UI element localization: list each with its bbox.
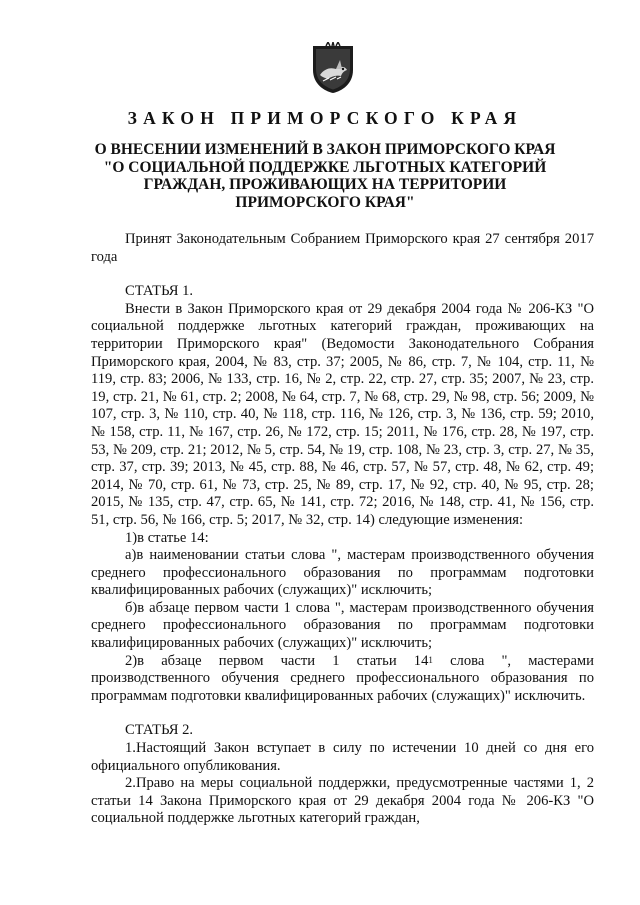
article-1-intro: Внести в Закон Приморского края от 29 декабря 2004 года № 206-КЗ "О социальной поддержке льготных категорий граждан, проживающих на территории Приморского края" (Ведомости Законодательного Собрания Приморского края, 2004, № 83, стр. 37; 2005, № 86, стр. 7, № 104, стр. 11, № 119, стр. 83; 2006, № 133, стр. 16, № 2, стр. 22, стр. 27, стр. 35; 2007, № 23, стр. 19, стр. 21, № 61, стр. 2; 2008, № 64, стр. 7, № 68, стр. 29, № 98, стр. 56; 2009, № 107, стр. 3, № 110, стр. 40, № 118, стр. 116, № 126, стр. 3, № 136, стр. 59; 2010, № 158, стр. 11, № 167, стр. 26, № 172, стр. 15; 2011, № 176, стр. 28, № 197, стр. 53, № 209, стр. 21; 2012, № 5, стр. 54, № 19, стр. 108, № 23, стр. 3, стр. 27, № 35, стр. 37, стр. 39; 2013, № 45, стр. 88, № 46, стр. 57, № 57, стр. 48, № 62, стр. 49; 2014, № 70, стр. 61, № 73, стр. 25, № 89, стр. 17, № 92, стр. 40, № 95, стр. 28; 2015, № 135, стр. 47, стр. 65, № 141, стр. 72; 2016, № 148, стр. 41, № 156, стр. 51, стр. 56, № 166, стр. 5; 2017, № 32, стр. 14) следующие изменения: xyxy=(91,300,594,528)
heading-line: ПРИМОРСКОГО КРАЯ" xyxy=(235,193,415,211)
law-heading xyxy=(60,141,590,211)
primorsky-krai-coat-of-arms-icon xyxy=(310,42,356,94)
item-2-text-after: слова ", мастерами производственного обучения среднего профессионального образования по программам подготовки квалифицированных рабочих (служащих)" исключить. xyxy=(91,652,594,704)
article-1-item-1a: а)в наименовании статьи слова ", мастерам производственного обучения среднего профессионального образования по программам подготовки квалифицированных рабочих (служащих)" исключить; xyxy=(91,547,594,599)
heading-line: ГРАЖДАН, ПРОЖИВАЮЩИХ НА ТЕРРИТОРИИ xyxy=(143,176,507,193)
adoption-note: Принят Законодательным Собранием Приморского края 27 сентября 2017 года xyxy=(91,231,594,265)
article-1-item-1: 1)в статье 14: xyxy=(125,529,209,546)
law-title: ЗАКОН ПРИМОРСКОГО КРАЯ xyxy=(127,108,523,128)
heading-line: О ВНЕСЕНИИ ИЗМЕНЕНИЙ В ЗАКОН ПРИМОРСКОГО КРАЯ xyxy=(94,141,556,158)
item-2-superscript: 1 xyxy=(428,654,433,665)
heading-line: "О СОЦИАЛЬНОЙ ПОДДЕРЖКЕ ЛЬГОТНЫХ КАТЕГОРИЙ xyxy=(103,158,547,176)
article-2-paragraph-2: 2.Право на меры социальной поддержки, предусмотренные частями 1, 2 статьи 14 Закона Приморского края от 29 декабря 2004 года № 206-КЗ "О социальной поддержке льготных категорий граждан, xyxy=(91,775,594,827)
article-2-title: СТАТЬЯ 2. xyxy=(125,722,194,739)
article-1-item-1b: б)в абзаце первом части 1 слова ", мастерам производственного обучения среднего профессионального образования по программам подготовки квалифицированных рабочих (служащих)" исключить; xyxy=(91,599,594,652)
article-1-title: СТАТЬЯ 1. xyxy=(125,283,194,300)
article-1-item-2 xyxy=(91,653,594,706)
item-2-text-before: 2)в абзаце первом части 1 статьи 14 xyxy=(125,652,429,669)
document-body xyxy=(91,231,594,828)
article-2-paragraph-1: 1.Настоящий Закон вступает в силу по истечении 10 дней со дня его официального опубликования. xyxy=(91,740,594,774)
